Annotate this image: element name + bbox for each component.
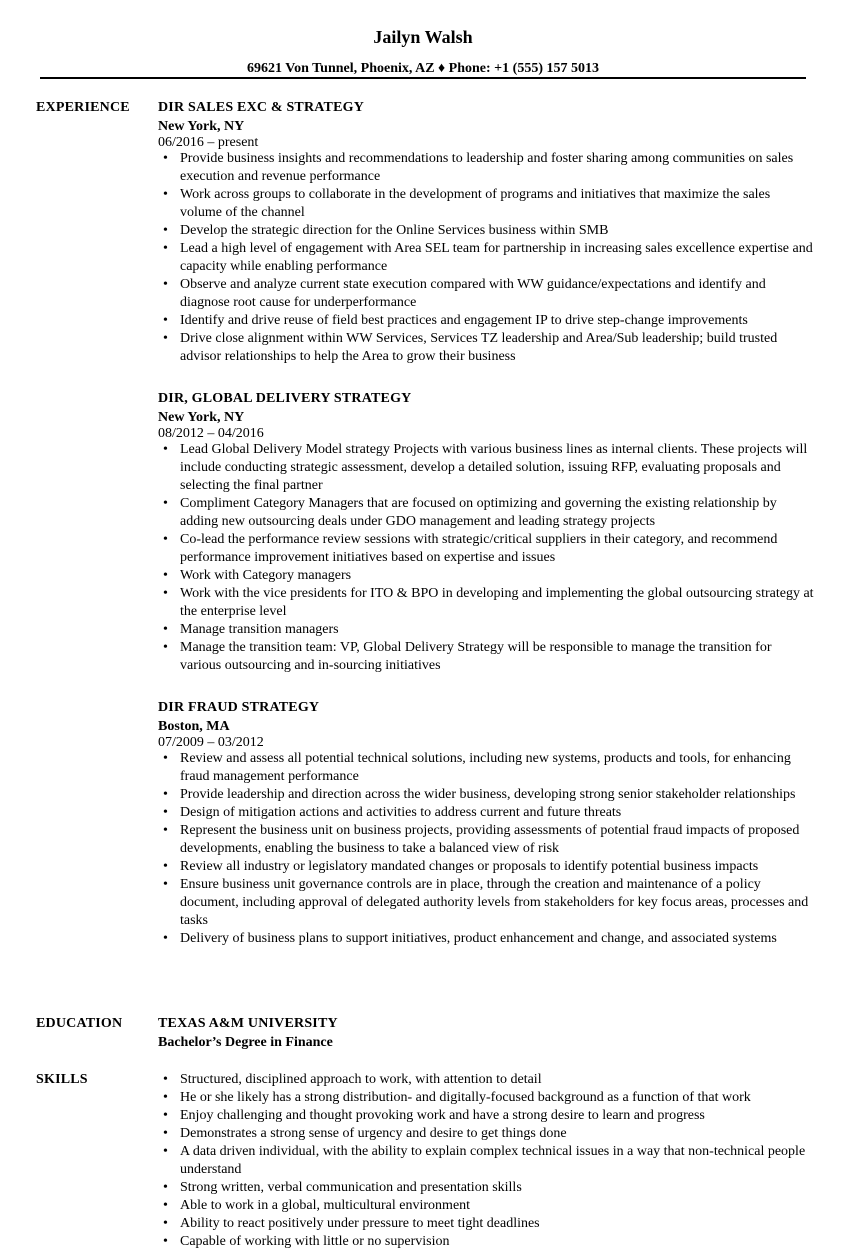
- job-bullet: • Manage transition managers: [158, 621, 814, 639]
- job-bullet: • Represent the business unit on business projects, providing assessments of potential fraud impacts of proposed developments, enabling the business to take a balanced view of risk: [158, 822, 814, 858]
- skill-item: • Demonstrates a strong sense of urgency and desire to get things done: [158, 1125, 814, 1143]
- job-title: DIR, GLOBAL DELIVERY STRATEGY: [158, 391, 412, 406]
- education-degree: Bachelor’s Degree in Finance: [158, 1035, 333, 1050]
- job-bullet: • Work across groups to collaborate in the development of programs and initiatives that maximize the sales volume of the channel: [158, 186, 814, 222]
- candidate-name: Jailyn Walsh: [373, 27, 473, 47]
- job-bullet: • Lead a high level of engagement with Area SEL team for partnership in increasing sales excellence expertise and capacity while enabling performance: [158, 240, 814, 276]
- job-bullet: • Provide business insights and recommendations to leadership and foster sharing among communities on sales execution and revenue performance: [158, 150, 814, 186]
- job-bullet: • Manage the transition team: VP, Global Delivery Strategy will be responsible to manage the transition for various outsourcing and in-sourcing initiatives: [158, 639, 814, 675]
- job-bullet-list: [158, 441, 814, 675]
- job-bullet: • Identify and drive reuse of field best practices and engagement IP to drive step-change improvements: [158, 312, 814, 330]
- job-dates: 07/2009 – 03/2012: [158, 735, 264, 750]
- job-entry: [158, 390, 814, 675]
- job-bullet: • Work with the vice presidents for ITO & BPO in developing and implementing the global outsourcing strategy at the enterprise level: [158, 585, 814, 621]
- job-bullet: • Provide leadership and direction across the wider business, developing strong senior stakeholder relationships: [158, 786, 814, 804]
- skill-item: • Ability to react positively under pressure to meet tight deadlines: [158, 1215, 814, 1233]
- skill-item: • Strong written, verbal communication and presentation skills: [158, 1179, 814, 1197]
- skills-list: [158, 1071, 814, 1251]
- job-bullet: • Develop the strategic direction for the Online Services business within SMB: [158, 222, 814, 240]
- skill-item: • Structured, disciplined approach to work, with attention to detail: [158, 1071, 814, 1089]
- experience-body: [158, 99, 814, 972]
- job-bullet: • Design of mitigation actions and activities to address current and future threats: [158, 804, 814, 822]
- job-entry: [158, 99, 814, 366]
- job-bullet: • Delivery of business plans to support initiatives, product enhancement and change, and associated systems: [158, 930, 814, 948]
- job-bullet: • Observe and analyze current state execution compared with WW guidance/expectations and identify and diagnose root cause for underperformance: [158, 276, 814, 312]
- education-school: TEXAS A&M UNIVERSITY: [158, 1016, 338, 1031]
- job-bullet: • Review all industry or legislatory mandated changes or proposals to identify potential business impacts: [158, 858, 814, 876]
- job-title: DIR SALES EXC & STRATEGY: [158, 100, 365, 115]
- skill-item: • A data driven individual, with the ability to explain complex technical issues in a way that non-technical people understand: [158, 1143, 814, 1179]
- job-bullet: • Work with Category managers: [158, 567, 814, 585]
- experience-heading: EXPERIENCE: [36, 100, 130, 115]
- skill-item: • Able to work in a global, multicultural environment: [158, 1197, 814, 1215]
- header-divider: [40, 77, 806, 79]
- job-bullet: • Drive close alignment within WW Services, Services TZ leadership and Area/Sub leadership; build trusted advisor relationships to help the Area to grow their business: [158, 330, 814, 366]
- job-bullet: • Co-lead the performance review sessions with strategic/critical suppliers in their category, and recommend performance improvement initiatives based on expertise and issues: [158, 531, 814, 567]
- skills-heading: SKILLS: [36, 1072, 88, 1087]
- job-bullet: • Lead Global Delivery Model strategy Projects with various business lines as internal clients. These projects will include conducting strategic assessment, develop a detailed solution, issuing RFP, evaluating proposals and selecting the final partner: [158, 441, 814, 495]
- job-bullet: • Review and assess all potential technical solutions, including new systems, products and tools, for enhancing fraud management performance: [158, 750, 814, 786]
- skill-item: • Enjoy challenging and thought provoking work and have a strong desire to learn and progress: [158, 1107, 814, 1125]
- job-bullet: • Compliment Category Managers that are focused on optimizing and governing the existing relationship by adding new outsourcing deals under GDO management and leading strategy projects: [158, 495, 814, 531]
- job-entry: [158, 699, 814, 948]
- job-location: New York, NY: [158, 119, 245, 134]
- job-location: Boston, MA: [158, 719, 230, 734]
- job-dates: 06/2016 – present: [158, 135, 259, 150]
- job-bullet-list: [158, 750, 814, 948]
- job-bullet-list: [158, 150, 814, 366]
- education-heading: EDUCATION: [36, 1016, 123, 1031]
- skill-item: • Capable of working with little or no supervision: [158, 1233, 814, 1251]
- job-title: DIR FRAUD STRATEGY: [158, 700, 320, 715]
- skills-body: [158, 1071, 814, 1251]
- resume-header: [40, 25, 806, 78]
- job-dates: 08/2012 – 04/2016: [158, 426, 264, 441]
- job-bullet: • Ensure business unit governance controls are in place, through the creation and maintenance of a policy document, including approval of delegated authority levels from stakeholders for key focus areas, processes and tasks: [158, 876, 814, 930]
- contact-line: 69621 Von Tunnel, Phoenix, AZ ♦ Phone: +1 (555) 157 5013: [247, 61, 599, 76]
- education-body: [158, 1015, 814, 1052]
- job-location: New York, NY: [158, 410, 245, 425]
- skill-item: • He or she likely has a strong distribution- and digitally-focused background as a function of that work: [158, 1089, 814, 1107]
